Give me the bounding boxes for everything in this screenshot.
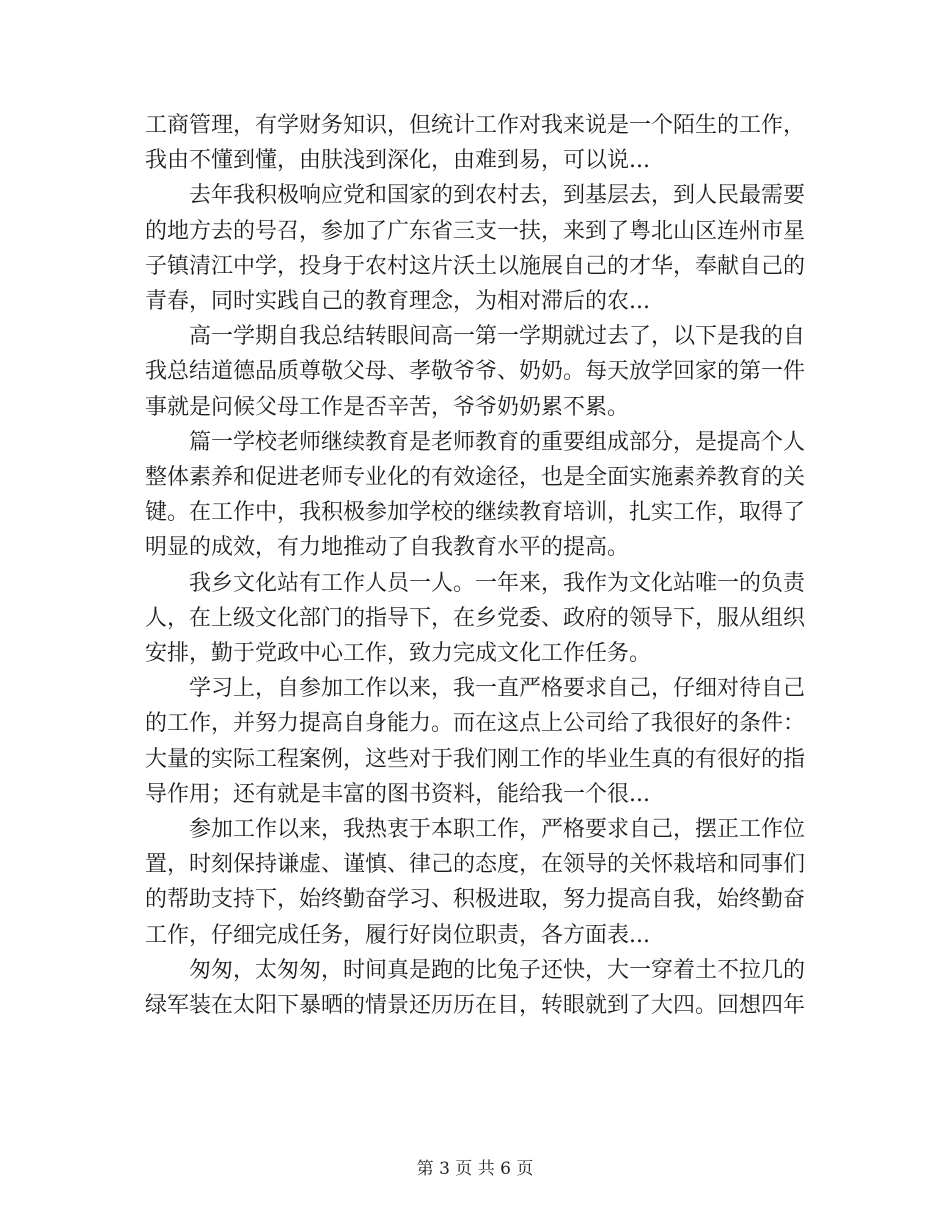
paragraph-2: 去年我积极响应党和国家的到农村去，到基层去，到人民最需要的地方去的号召，参加了广东省三支一扶，来到了粤北山区连州市星子镇清江中学，投身于农村这片沃土以施展自己的才华，奉献自己的青春，同时实践自己的教育理念，为相对滞后的农...: [145, 183, 806, 315]
paragraph-6: 学习上，自参加工作以来，我一直严格要求自己，仔细对待自己的工作，并努力提高自身能力。而在这点上公司给了我很好的条件：大量的实际工程案例，这些对于我们刚工作的毕业生真的有很好的指导作用；还有就是丰富的图书资料，能给我一个很...: [145, 676, 806, 807]
paragraph-7: 参加工作以来，我热衷于本职工作，严格要求自己，摆正工作位置，时刻保持谦虚、谨慎、律己的态度，在领导的关怀栽培和同事们的帮助支持下，始终勤奋学习、积极进取，努力提高自我，始终勤奋工作，仔细完成任务，履行好岗位职责，各方面表...: [145, 817, 806, 948]
paragraph-8: 匆匆，太匆匆，时间真是跑的比兔子还快，大一穿着土不拉几的绿军装在太阳下暴晒的情景还历历在目，转眼就到了大四。回想四年: [145, 957, 806, 1019]
paragraph-1: 工商管理，有学财务知识，但统计工作对我来说是一个陌生的工作，我由不懂到懂，由肤浅到深化，由难到易，可以说...: [145, 113, 806, 174]
paragraph-4: 篇一学校老师继续教育是老师教育的重要组成部分，是提高个人整体素养和促进老师专业化的有效途径，也是全面实施素养教育的关键。在工作中，我积极参加学校的继续教育培训，扎实工作，取得了明显的成效，有力地推动了自我教育水平的提高。: [145, 429, 806, 561]
paragraph-3: 高一学期自我总结转眼间高一第一学期就过去了，以下是我的自我总结道德品质尊敬父母、孝敬爷爷、奶奶。每天放学回家的第一件事就是问候父母工作是否辛苦，爷爷奶奶累不累。: [145, 324, 806, 420]
page-number-footer: 第 3 页 共 6 页: [416, 1159, 534, 1179]
paragraph-5: 我乡文化站有工作人员一人。一年来，我作为文化站唯一的负责人，在上级文化部门的指导下，在乡党委、政府的领导下，服从组织安排，勤于党政中心工作，致力完成文化工作任务。: [145, 570, 806, 667]
document-body: [145, 108, 805, 1023]
